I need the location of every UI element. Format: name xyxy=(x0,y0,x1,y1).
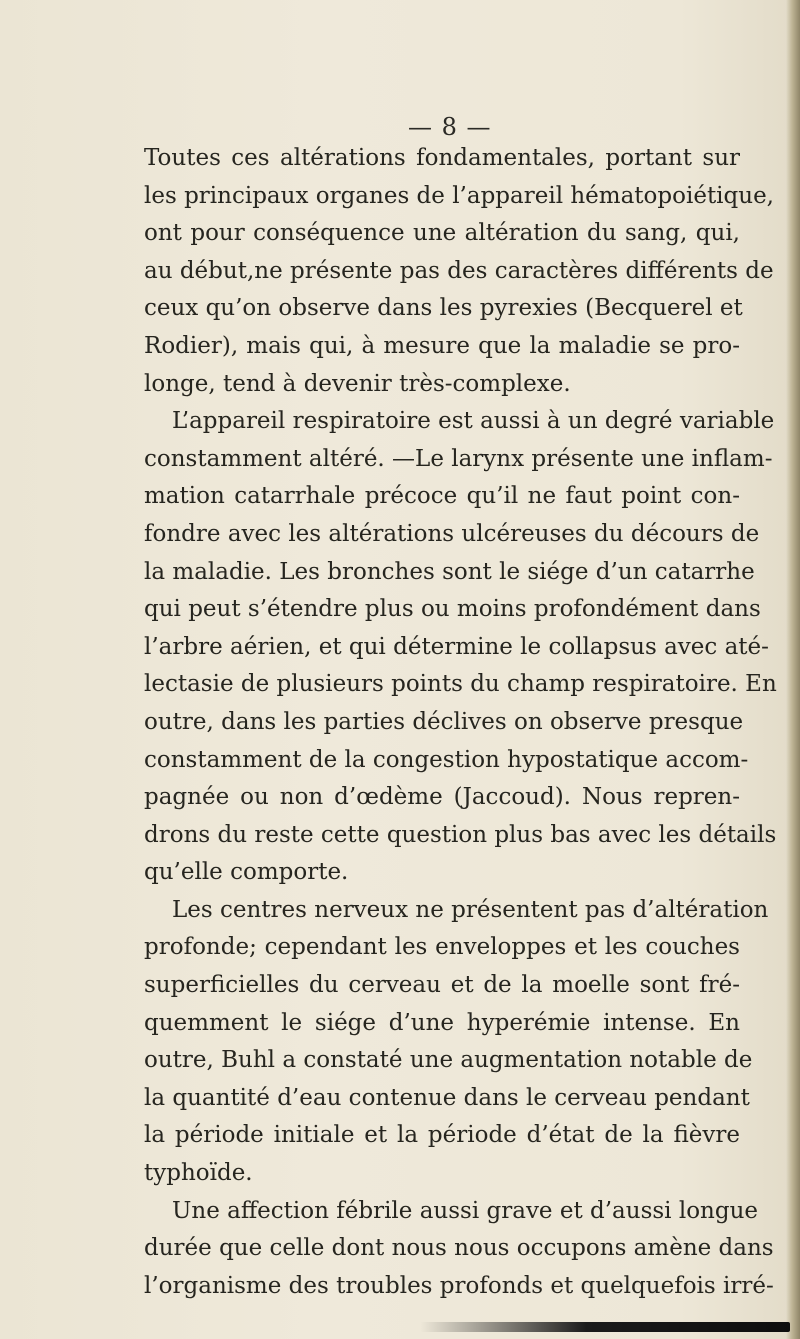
text-line: Les centres nerveux ne présentent pas d’altération xyxy=(172,896,769,923)
text-line: outre, dans les parties déclives on observe presque xyxy=(144,708,744,735)
text-line: qu’elle comporte. xyxy=(144,859,349,886)
text-line: durée que celle dont nous nous occupons amène dans xyxy=(144,1235,774,1262)
text-line: au début,ne présente pas des caractères différents de xyxy=(144,257,774,284)
text-line: drons du reste cette question plus bas avec les détails xyxy=(144,821,777,848)
text-line: l’organisme des troubles profonds et quelquefois irré- xyxy=(144,1272,774,1299)
text-line: fondre avec les altérations ulcéreuses du décours de xyxy=(144,520,760,547)
text-line: constamment de la congestion hypostatique accom- xyxy=(144,746,749,773)
text-line: la maladie. Les bronches sont le siége d’un catarrhe xyxy=(144,558,755,585)
text-line: profonde; cependant les enveloppes et les couches xyxy=(144,934,740,961)
text-line: Toutes ces altérations fondamentales, portant sur xyxy=(144,145,740,171)
text-line: typhoïde. xyxy=(144,1160,253,1187)
text-line: quemment le siége d’une hyperémie intense. En xyxy=(144,1009,740,1036)
text-line: les principaux organes de l’appareil hématopoiétique, xyxy=(144,182,774,209)
text-line: superficielles du cerveau et de la moelle sont fré- xyxy=(144,972,740,999)
text-line: mation catarrhale précoce qu’il ne faut point con- xyxy=(144,483,740,510)
text-line: qui peut s’étendre plus ou moins profondément dans xyxy=(144,596,761,623)
text-line: outre, Buhl a constaté une augmentation notable de xyxy=(144,1047,753,1074)
text-line: constamment altéré. —Le larynx présente une inflam- xyxy=(144,445,773,472)
text-line: la période initiale et la période d’état de la fièvre xyxy=(144,1122,740,1149)
body-text xyxy=(144,140,777,1305)
text-line: ceux qu’on observe dans les pyrexies (Becquerel et xyxy=(144,295,743,322)
text-line: pagnée ou non d’œdème (Jaccoud). Nous repren- xyxy=(144,784,740,811)
text-line: ont pour conséquence une altération du sang, qui, xyxy=(144,220,740,247)
text-line: l’arbre aérien, et qui détermine le collapsus avec até- xyxy=(144,633,769,660)
text-line: Rodier), mais qui, à mesure que la maladie se pro- xyxy=(144,332,740,359)
text-line: L’appareil respiratoire est aussi à un degré variable xyxy=(172,408,775,435)
page-number: — 8 — xyxy=(408,113,492,141)
page-edge-shadow xyxy=(786,0,800,1339)
text-line: la quantité d’eau contenue dans le cerveau pendant xyxy=(144,1084,750,1111)
text-line: lectasie de plusieurs points du champ respiratoire. En xyxy=(144,671,777,698)
text-line: Une affection fébrile aussi grave et d’aussi longue xyxy=(172,1197,759,1224)
text-line: longe, tend à devenir très-complexe. xyxy=(144,370,571,397)
page-bottom-shadow xyxy=(420,1322,790,1332)
